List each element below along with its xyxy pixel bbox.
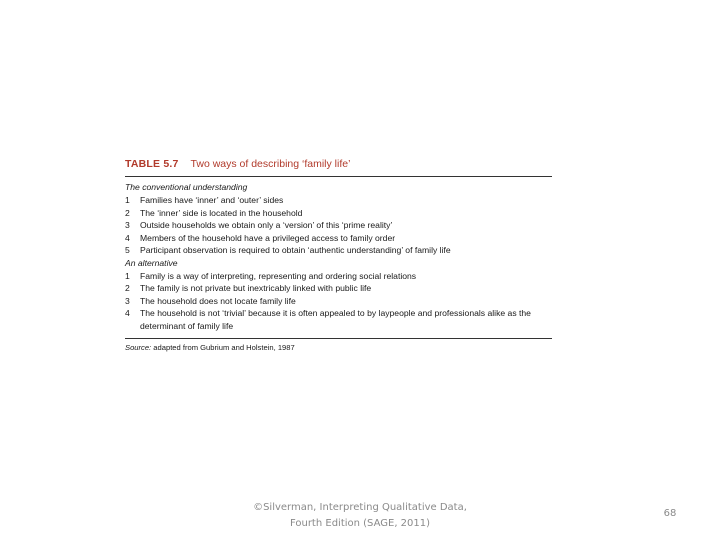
item-text: Participant observation is required to obtain ‘authentic understanding’ of family life (140, 245, 451, 255)
list-item (125, 307, 552, 332)
item-number: 4 (125, 308, 130, 318)
citation-line: Fourth Edition (SAGE, 2011) (289, 518, 431, 529)
source-label: Source: (125, 343, 152, 352)
item-number: 3 (125, 220, 130, 230)
bottom-rule (125, 338, 552, 339)
list-item (125, 270, 552, 283)
item-text: Outside households we obtain only a ‘version’ of this ‘prime reality’ (140, 220, 393, 230)
list-item (125, 194, 552, 207)
list-item (125, 282, 552, 295)
page-number: 68 (663, 508, 677, 519)
list-item (125, 207, 552, 220)
item-number: 5 (125, 245, 130, 255)
section-heading: The conventional understanding (125, 182, 248, 192)
item-text: The household is not ‘trivial’ because it is often appealed to by laypeople and professionals alike as the determinant of family life (140, 308, 531, 331)
item-text: Members of the household have a privileged access to family order (140, 232, 396, 243)
source-text: adapted from Gubrium and Holstein, 1987 (153, 343, 295, 352)
table-label: TABLE 5.7 (125, 158, 179, 170)
list-item (125, 244, 552, 257)
item-text: Families have ‘inner’ and ‘outer’ sides (140, 195, 284, 205)
table-caption: Two ways of describing ‘family life’ (190, 158, 351, 170)
source-line (125, 343, 552, 352)
item-text: The family is not private but inextricably linked with public life (140, 283, 372, 293)
item-text: Family is a way of interpreting, representing and ordering social relations (140, 270, 417, 281)
item-number: 1 (125, 270, 130, 281)
section-alternative (125, 257, 552, 333)
item-number: 1 (125, 195, 130, 205)
list-item (125, 232, 552, 245)
citation-line: ©Silverman, Interpreting Qualitative Data, (253, 502, 467, 513)
list-item (125, 295, 552, 308)
section-conventional (125, 181, 552, 257)
table-title (125, 156, 552, 172)
footer-citation (230, 500, 490, 532)
section-heading: An alternative (125, 257, 178, 268)
top-rule (125, 176, 552, 177)
item-number: 3 (125, 295, 130, 306)
item-text: The household does not locate family life (140, 295, 296, 306)
table-5-7 (125, 156, 552, 352)
item-number: 4 (125, 232, 130, 243)
item-number: 2 (125, 283, 130, 293)
item-number: 2 (125, 207, 130, 218)
item-text: The ‘inner’ side is located in the household (140, 207, 303, 218)
list-item (125, 219, 552, 232)
